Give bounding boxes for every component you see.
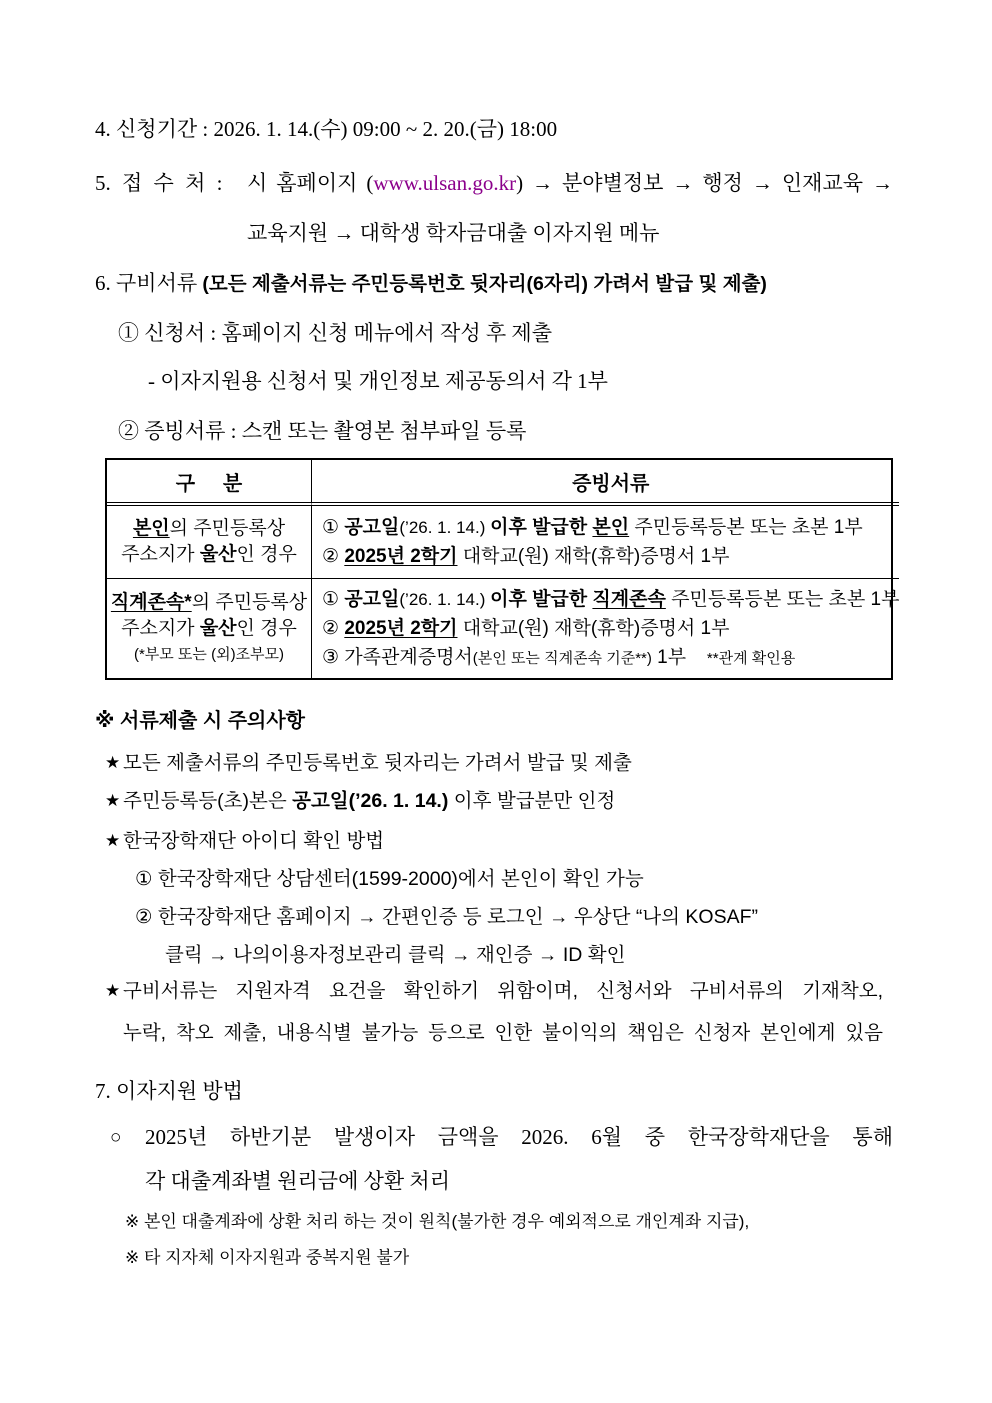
table-header-category: 구 분	[107, 460, 311, 506]
interest-support-line2: 각 대출계좌별 원리금에 상환 처리	[145, 1169, 451, 1193]
interest-support-line1: 2025년 하반기분 발생이자 금액을 2026. 6월 중 한국장학재단을 통해	[145, 1125, 893, 1149]
ascendant-definition: (*부모 또는 (외)조부모)	[133, 645, 285, 663]
circ1: ①	[322, 517, 345, 538]
interest-support-detail	[95, 1124, 893, 1195]
family-cert-count: 1부	[651, 646, 687, 668]
table-row-ascendant-category	[107, 578, 311, 678]
asc-line2	[121, 616, 297, 642]
application-form-item: ① 신청서 : 홈페이지 신청 메뉴에서 작성 후 제출	[118, 321, 552, 345]
reception-path-line1	[247, 170, 893, 196]
self-line2	[121, 542, 297, 568]
circ1b: ①	[322, 588, 345, 610]
asc-rest1: 의 주민등록상	[191, 591, 308, 613]
table-row-ascendant-documents	[311, 578, 899, 678]
table-header-documents: 증빙서류	[311, 460, 899, 506]
asc-doc-line2	[322, 614, 899, 643]
application-form-detail: - 이자지원용 신청서 및 개인정보 제공동의서 각 1부	[148, 369, 608, 393]
semester-bold: 2025년 2학기	[344, 546, 458, 567]
reception-path-line2: 교육지원 → 대학생 학자금대출 이자지원 메뉴	[247, 221, 660, 245]
enrollment-cert-text: 대학교(원) 재학(휴학)증명서 1부	[457, 546, 730, 567]
family-cert-basis: (본인 또는 직계존속 기준**)	[472, 649, 652, 667]
resident-copy-text: 주민등록등본 또는 초본 1부	[629, 517, 863, 538]
application-period-label: 4. 신청기간	[95, 117, 198, 141]
circ2: ②	[322, 546, 345, 567]
self-doc-line2	[322, 542, 899, 571]
issued-after-bold: 이후 발급한	[490, 517, 593, 538]
kosaf-homepage-item-cont: 클릭 → 나의이용자정보관리 클릭 → 재인증 → ID 확인	[165, 944, 626, 966]
reception-label: 5. 접 수 처 :	[95, 171, 223, 195]
circle-bullet-icon: ○	[110, 1127, 122, 1148]
circ2b: ②	[322, 617, 345, 639]
caution-issue-date	[95, 788, 893, 814]
masking-notice: (모든 제출서류는 주민등록번호 뒷자리(6자리) 가려서 발급 및 제출)	[202, 273, 767, 295]
relation-check-note: **관계 확인용	[686, 649, 796, 667]
menu-path-text: ) → 분야별정보 → 행정 → 인재교육 →	[516, 171, 893, 195]
ulsan-homepage-link[interactable]: www.ulsan.go.kr	[373, 171, 517, 195]
caution-masking-text: 모든 제출서류의 주민등록번호 뒷자리는 가려서 발급 및 제출	[123, 752, 632, 774]
kosaf-callcenter-item: ① 한국장학재단 상담센터(1599-2000)에서 본인이 확인 가능	[135, 868, 644, 890]
self-doc-line1	[322, 513, 899, 542]
evidence-documents-item: ② 증빙서류 : 스캔 또는 촬영본 첨부파일 등록	[118, 419, 527, 443]
caution-kosaf-id-text: 한국장학재단 아이디 확인 방법	[123, 830, 385, 852]
issue-date-bold: 공고일(’26. 1. 14.)	[292, 790, 449, 812]
ascendant-bold: 직계존속*	[110, 591, 192, 613]
reception-section	[95, 170, 893, 246]
caution-responsibility-text	[123, 978, 883, 1046]
self-rest2: 주소지가	[121, 544, 200, 565]
star-icon: ★	[105, 981, 121, 1000]
notice-date-bold: 공고일	[344, 517, 400, 538]
notice-date: (’26. 1. 14.)	[399, 518, 491, 537]
resident-copy-text2: 주민등록등본 또는 초본 1부	[665, 588, 900, 610]
no-duplicate-support-note: ※ 타 지자체 이자지원과 중복지원 불가	[125, 1248, 410, 1267]
star-icon: ★	[105, 753, 121, 772]
self-bold: 본인	[132, 518, 170, 539]
star-icon: ★	[105, 831, 121, 850]
notice-date2: (’26. 1. 14.)	[399, 589, 491, 609]
reception-path	[247, 170, 893, 246]
table-row-self-category	[107, 506, 311, 578]
application-period-value: 2026. 1. 14.(수) 09:00 ~ 2. 20.(금) 18:00	[213, 117, 558, 141]
semester-bold2: 2025년 2학기	[344, 617, 458, 639]
application-period-heading	[95, 116, 893, 142]
ascendant-ref-bold: 직계존속	[592, 588, 666, 610]
issue-post: 이후 발급분만 인정	[448, 790, 616, 812]
star-icon: ★	[105, 791, 121, 810]
caution-masking	[95, 750, 893, 776]
required-documents-label: 6. 구비서류	[95, 271, 198, 295]
issued-after-bold2: 이후 발급한	[490, 588, 593, 610]
notice-date-bold2: 공고일	[344, 588, 400, 610]
caution-responsibility	[95, 978, 893, 1046]
asc-rest3: 인 경우	[236, 617, 297, 639]
responsibility-line1: 구비서류는 지원자격 요건을 확인하기 위함이며, 신청서와 구비서류의 기재착오,	[123, 980, 883, 1002]
responsibility-line2: 누락, 착오 제출, 내용식별 불가능 등으로 인한 불이익의 책임은 신청자 본인에게 있음	[123, 1022, 883, 1044]
interest-support-detail-text	[145, 1124, 893, 1195]
enrollment-cert-text2: 대학교(원) 재학(휴학)증명서 1부	[457, 617, 730, 639]
submission-cautions-heading: ※ 서류제출 시 주의사항	[95, 710, 305, 732]
homepage-text: 시 홈페이지 (	[247, 171, 374, 195]
issue-pre: 주민등록등(초)본은	[123, 790, 293, 812]
self-ref-bold: 본인	[592, 517, 630, 538]
self-rest1: 의 주민등록상	[169, 518, 286, 539]
interest-support-method-heading: 7. 이자지원 방법	[95, 1079, 243, 1103]
caution-issue-date-text	[123, 788, 615, 814]
asc-doc-line1	[322, 585, 899, 614]
evidence-documents-table	[105, 458, 900, 680]
caution-kosaf-id	[95, 828, 893, 854]
self-line1	[133, 516, 285, 542]
ulsan-bold: 울산	[199, 544, 237, 565]
repayment-principle-note: ※ 본인 대출계좌에 상환 처리 하는 것이 원칙(불가한 경우 예외적으로 개인계좌 지급),	[125, 1212, 750, 1231]
ulsan-bold2: 울산	[199, 617, 237, 639]
family-cert-text: ③ 가족관계증명서	[322, 646, 473, 668]
separator-colon: :	[197, 117, 214, 141]
table-row-self-documents	[311, 506, 899, 578]
asc-line1	[111, 590, 307, 616]
self-rest3: 인 경우	[236, 544, 297, 565]
asc-rest2: 주소지가	[121, 617, 200, 639]
kosaf-homepage-item: ② 한국장학재단 홈페이지 → 간편인증 등 로그인 → 우상단 “나의 KOSAF”	[135, 906, 758, 928]
asc-doc-line3	[322, 643, 899, 673]
required-documents-heading	[95, 270, 893, 297]
